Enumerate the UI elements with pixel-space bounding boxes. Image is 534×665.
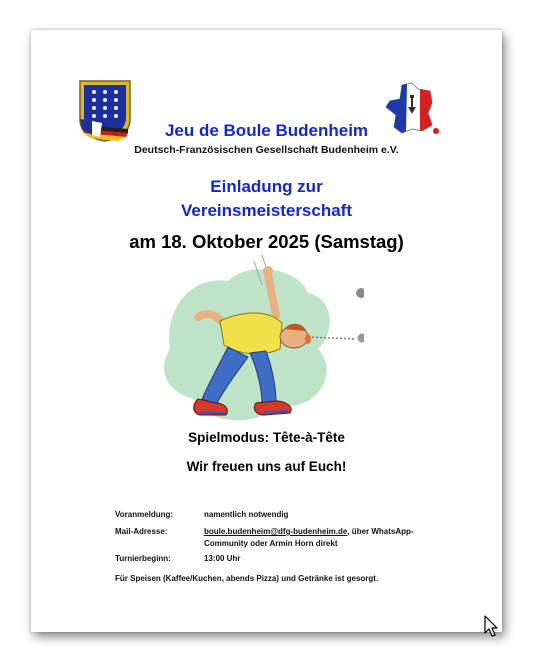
invitation-heading	[31, 175, 502, 223]
mail-address-link[interactable]: boule.budenheim@dfg-budenheim.de	[204, 527, 348, 536]
mail-label: Mail-Adresse:	[115, 527, 168, 536]
mail-rest-line-2: Community oder Armin Horn direkt	[204, 539, 338, 548]
greeting: Wir freuen uns auf Euch!	[186, 459, 347, 474]
mouse-pointer-icon	[484, 615, 500, 639]
invitation-line-2: Vereinsmeisterschaft	[180, 201, 353, 220]
invitation-line-1: Einladung zur	[210, 177, 323, 196]
club-title: Jeu de Boule Budenheim	[164, 121, 369, 140]
boule-player-illustration	[158, 253, 364, 435]
start-label: Turnierbeginn:	[115, 554, 171, 563]
registration-label: Voranmeldung:	[115, 510, 174, 519]
game-mode: Spielmodus: Tête-à-Tête	[188, 430, 345, 445]
registration-value: namentlich notwendig	[204, 510, 289, 519]
event-date: am 18. Oktober 2025 (Samstag)	[129, 231, 404, 252]
catering-note: Für Speisen (Kaffee/Kuchen, abends Pizza) und Getränke ist gesorgt.	[115, 574, 379, 583]
society-subtitle: Deutsch-Französischen Gesellschaft Budenheim e.V.	[134, 144, 399, 156]
document-page	[31, 30, 502, 632]
mail-value	[204, 526, 434, 550]
mail-rest-line-1: , über WhatsApp-	[347, 527, 414, 536]
start-value: 13:00 Uhr	[204, 554, 241, 563]
